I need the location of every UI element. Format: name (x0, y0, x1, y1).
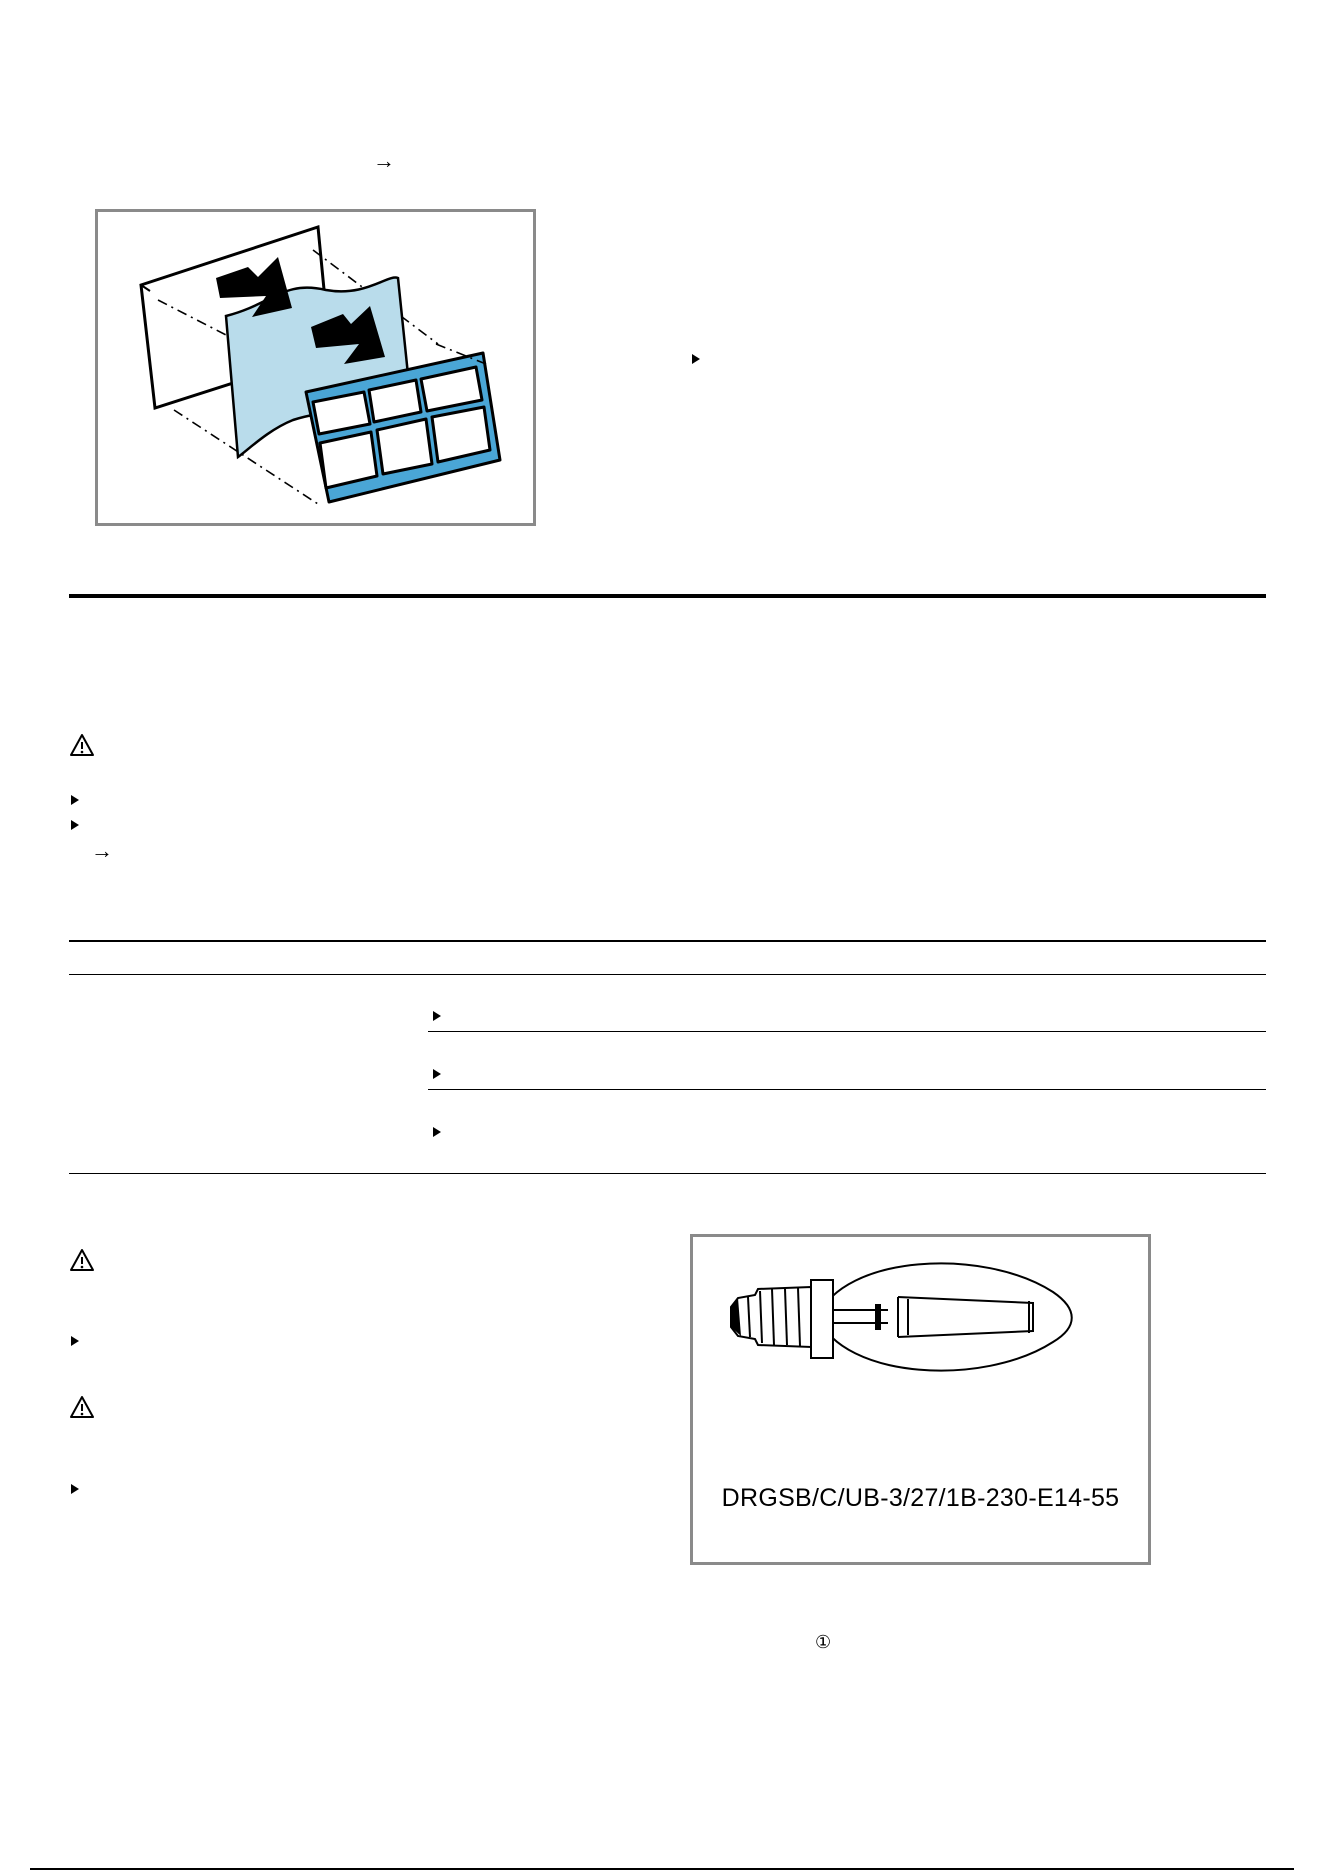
warning-icon (69, 1395, 95, 1424)
bullet-icon (71, 1336, 79, 1346)
warning-icon (69, 733, 95, 762)
bulb-collar (811, 1280, 833, 1358)
bulb-type-label: DRGSB/C/UB-3/27/1B-230-E14-55 (721, 1484, 1120, 1512)
table-row-divider (428, 1031, 1266, 1032)
section-divider (69, 594, 1266, 598)
bullet-icon (433, 1011, 441, 1021)
filter-replacement-illustration (98, 212, 533, 523)
arrow-right-icon: → (373, 148, 395, 173)
filter-illustration-frame (95, 209, 536, 526)
bulb-illustration (693, 1237, 1148, 1397)
table-top-rule (69, 940, 1266, 942)
table-row-divider (428, 1089, 1266, 1090)
table-bottom-rule (69, 1173, 1266, 1174)
bullet-icon (71, 795, 79, 805)
bullet-icon (433, 1069, 441, 1079)
table-header-divider (69, 974, 1266, 975)
warning-icon (69, 1248, 95, 1277)
circled-number-icon: ① (815, 1632, 832, 1653)
bulb-illustration-frame (690, 1234, 1151, 1565)
bullet-icon (71, 1484, 79, 1494)
arrow-right-icon: → (91, 838, 113, 863)
bullet-icon (433, 1127, 441, 1137)
page-bottom-rule (30, 1868, 1294, 1870)
bullet-icon (71, 820, 79, 830)
bullet-icon (692, 354, 700, 364)
